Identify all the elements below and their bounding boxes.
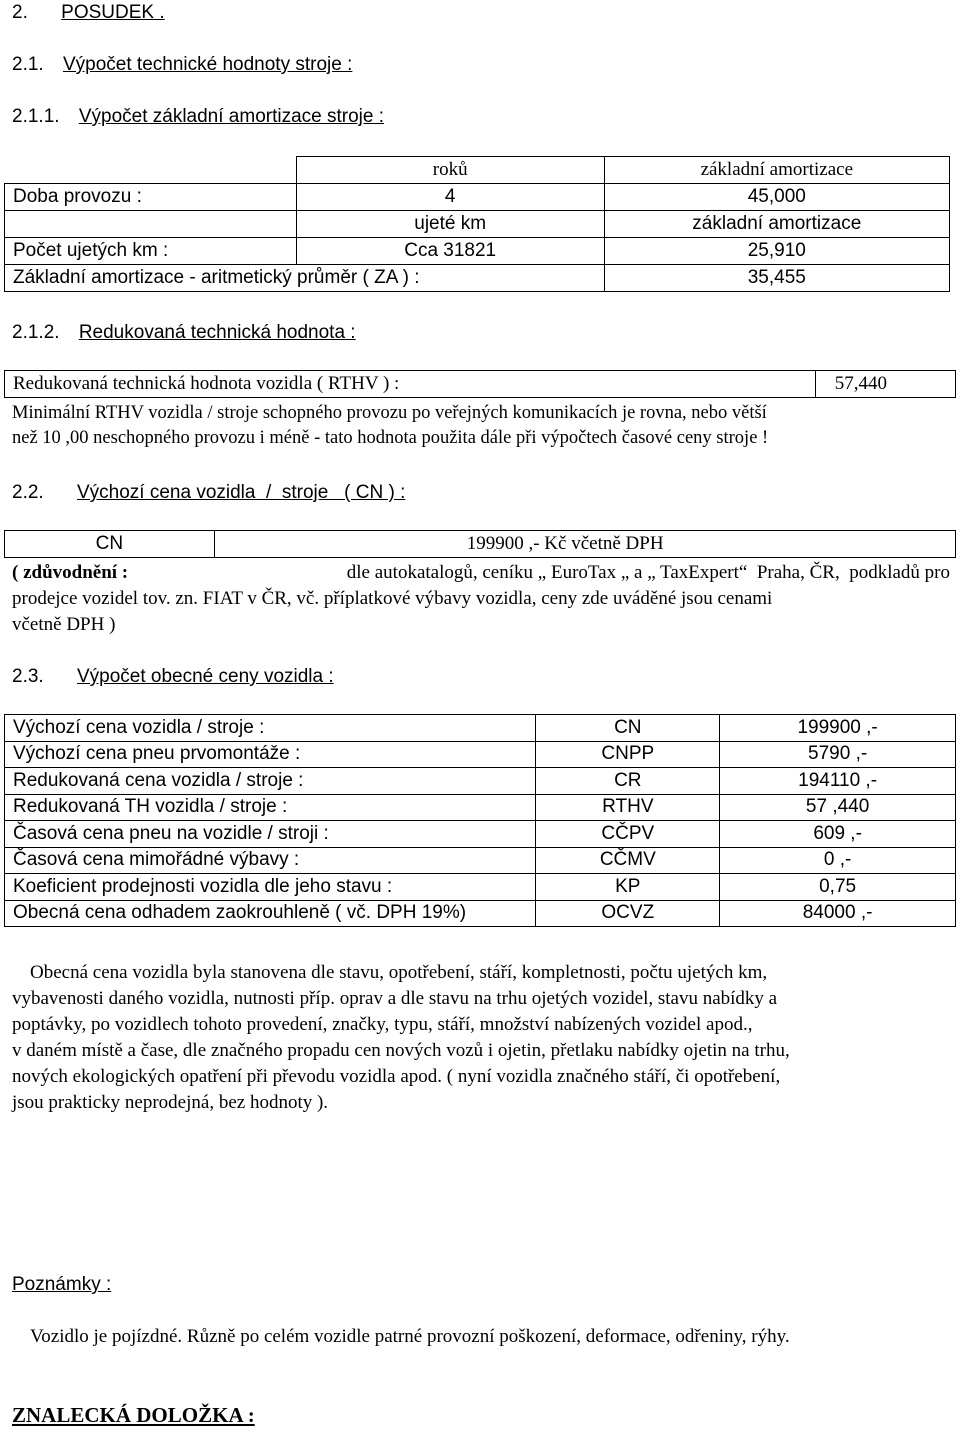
cn-justification-line: [12, 562, 950, 584]
summary-line: nových ekologických opatření při převodu vozidla apod. ( nyní vozidla značného stáří, či opotřebení,: [12, 1066, 781, 1087]
rthv-label: Redukovaná technická hodnota vozidla ( RTHV ) :: [5, 371, 816, 398]
price-value: 84000 ,-: [720, 900, 956, 927]
price-value: 199900 ,-: [720, 715, 956, 742]
table-row: [5, 768, 956, 795]
amortization-table: [4, 156, 950, 292]
notes-text: Vozidlo je pojízdné. Různě po celém vozidle patrné provozní poškození, deformace, odřeniny, rýhy.: [30, 1326, 790, 1347]
section-number: 2.1.: [12, 54, 44, 75]
section-2-1-1-heading: [12, 106, 384, 128]
section-number: 2.: [12, 2, 28, 23]
table-row: [5, 184, 950, 211]
summary-line: vybavenosti daného vozidla, nutnosti příp. oprav a dle stavu na trhu ojetých vozidel, stavu nabídky a: [12, 988, 778, 1009]
section-title: POSUDEK .: [61, 2, 165, 23]
price-label: Časová cena pneu na vozidle / stroji :: [5, 821, 536, 848]
rthv-value: 57,440: [816, 371, 956, 398]
row-amortization: 35,455: [604, 265, 949, 292]
table-row: [5, 874, 956, 901]
cn-label: CN: [5, 531, 215, 558]
table-row: [5, 821, 956, 848]
notes-title: Poznámky :: [12, 1274, 112, 1295]
rthv-note-line: než 10 ,00 neschopného provozu i méně - tato hodnota použita dále při výpočtech časové ceny stroje !: [12, 428, 769, 448]
summary-line: jsou prakticky neprodejná, bez hodnoty ).: [12, 1092, 329, 1113]
table-row: [5, 371, 956, 398]
price-label: Koeficient prodejnosti vozidla dle jeho stavu :: [5, 874, 536, 901]
table-header-years: roků: [296, 157, 604, 184]
price-value: 0 ,-: [720, 847, 956, 874]
table-row: [5, 847, 956, 874]
price-code: CNPP: [536, 741, 720, 768]
price-value: 194110 ,-: [720, 768, 956, 795]
price-table: [4, 714, 956, 927]
rthv-note-line: Minimální RTHV vozidla / stroje schopného provozu po veřejných komunikacích je rovna, nebo větší: [12, 403, 767, 423]
price-label: Výchozí cena vozidla / stroje :: [5, 715, 536, 742]
price-code: CČMV: [536, 847, 720, 874]
price-label: Výchozí cena pneu prvomontáže :: [5, 741, 536, 768]
price-value: 0,75: [720, 874, 956, 901]
cn-justification-line: včetně DPH ): [12, 614, 116, 635]
row-value: Cca 31821: [296, 238, 604, 265]
price-code: CR: [536, 768, 720, 795]
section-2-2-heading: [12, 482, 405, 504]
table-header-amortization: základní amortizace: [604, 211, 949, 238]
price-value: 5790 ,-: [720, 741, 956, 768]
price-label: Redukovaná cena vozidla / stroje :: [5, 768, 536, 795]
table-row: [5, 794, 956, 821]
section-2-heading: [12, 2, 165, 24]
table-header-row: [5, 211, 950, 238]
summary-line: v daném místě a čase, dle značného propadu cen nových vozů i ojetin, přetlaku nabídky ojetin na trhu,: [12, 1040, 790, 1061]
cn-table: [4, 530, 956, 558]
price-code: RTHV: [536, 794, 720, 821]
justification-text: dle autokatalogů, ceníku „ EuroTax „ a „ TaxExpert“ Praha, ČR, podkladů pro: [346, 562, 950, 583]
section-number: 2.1.1.: [12, 106, 60, 127]
row-amortization: 45,000: [604, 184, 949, 211]
section-2-3-heading: [12, 666, 334, 688]
justification-label: ( zdůvodnění :: [12, 562, 129, 583]
price-code: OCVZ: [536, 900, 720, 927]
section-title: Výpočet technické hodnoty stroje :: [62, 54, 353, 75]
cn-justification-line: prodejce vozidel tov. zn. FIAT v ČR, vč. příplatkové výbavy vozidla, ceny zde uváděné jsou cenami: [12, 588, 773, 609]
price-value: 609 ,-: [720, 821, 956, 848]
price-code: CN: [536, 715, 720, 742]
price-code: KP: [536, 874, 720, 901]
table-row: [5, 265, 950, 292]
price-code: CČPV: [536, 821, 720, 848]
section-number: 2.1.2.: [12, 322, 60, 343]
section-2-1-heading: [12, 54, 352, 76]
section-number: 2.2.: [12, 482, 44, 503]
cn-value: 199900 ,- Kč včetně DPH: [214, 531, 955, 558]
summary-line: poptávky, po vozidlech tohoto provedení, značky, typu, stáří, množství nabízených vozidel apod.,: [12, 1014, 753, 1035]
section-title: Výpočet obecné ceny vozidla :: [76, 666, 334, 687]
section-title: Redukovaná technická hodnota :: [78, 322, 356, 343]
table-row: [5, 531, 956, 558]
table-header-km: ujeté km: [296, 211, 604, 238]
price-label: Redukovaná TH vozidla / stroje :: [5, 794, 536, 821]
table-row: [5, 715, 956, 742]
price-label: Obecná cena odhadem zaokrouhleně ( vč. DPH 19%): [5, 900, 536, 927]
table-header-row: [5, 157, 950, 184]
row-value: 4: [296, 184, 604, 211]
summary-line: Obecná cena vozidla byla stanovena dle stavu, opotřebení, stáří, kompletnosti, počtu ujetých km,: [30, 962, 768, 983]
row-label: Základní amortizace - aritmetický průměr ( ZA ) :: [5, 265, 605, 292]
price-value: 57 ,440: [720, 794, 956, 821]
row-amortization: 25,910: [604, 238, 949, 265]
table-header-amortization: základní amortizace: [604, 157, 949, 184]
rthv-table: [4, 370, 956, 398]
table-row: [5, 238, 950, 265]
section-title: Výchozí cena vozidla / stroje ( CN ) :: [76, 482, 406, 503]
table-row: [5, 900, 956, 927]
table-cell-empty: [5, 211, 297, 238]
section-2-1-2-heading: [12, 322, 356, 344]
table-row: [5, 741, 956, 768]
row-label: Doba provozu :: [5, 184, 297, 211]
section-title: Výpočet základní amortizace stroje :: [78, 106, 385, 127]
section-number: 2.3.: [12, 666, 44, 687]
expert-clause-title: ZNALECKÁ DOLOŽKA :: [12, 1403, 255, 1427]
price-label: Časová cena mimořádné výbavy :: [5, 847, 536, 874]
table-cell-empty: [5, 157, 297, 184]
row-label: Počet ujetých km :: [5, 238, 297, 265]
